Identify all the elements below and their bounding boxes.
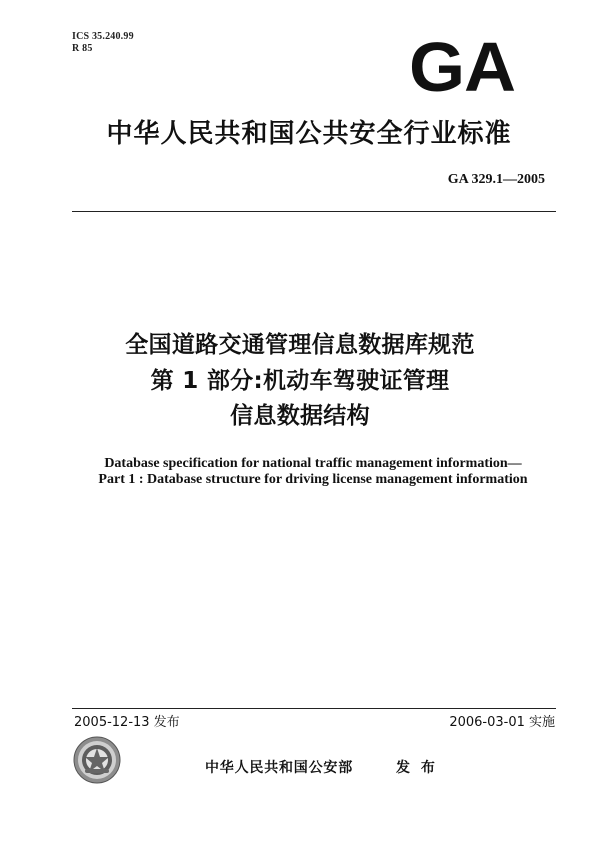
top-divider <box>72 211 556 212</box>
issue-date: 2005-12-13 发布 <box>74 715 180 730</box>
ics-code: ICS 35.240.99 <box>72 31 134 42</box>
implementation-date: 2006-03-01 实施 <box>449 715 555 730</box>
standard-title: 中华人民共和国公共安全行业标准 <box>106 119 512 149</box>
document-title-line-1: 全国道路交通管理信息数据库规范 <box>125 332 475 358</box>
standard-number: GA 329.1—2005 <box>447 172 545 187</box>
classification-code: R 85 <box>72 43 93 54</box>
english-title-line-2: Part 1 : Database structure for driving license management information <box>98 472 528 487</box>
emblem-icon <box>72 735 122 785</box>
bottom-divider <box>72 708 556 709</box>
issue-label: 发 布 <box>396 760 438 776</box>
document-title-line-3: 信息数据结构 <box>230 403 370 429</box>
issuing-authority: 中华人民共和国公安部 <box>205 760 353 776</box>
ga-logo: GA <box>409 28 516 106</box>
english-title-line-1: Database specification for national traffic management information— <box>104 456 522 471</box>
document-title-line-2: 第 1 部分:机动车驾驶证管理 <box>150 368 450 394</box>
